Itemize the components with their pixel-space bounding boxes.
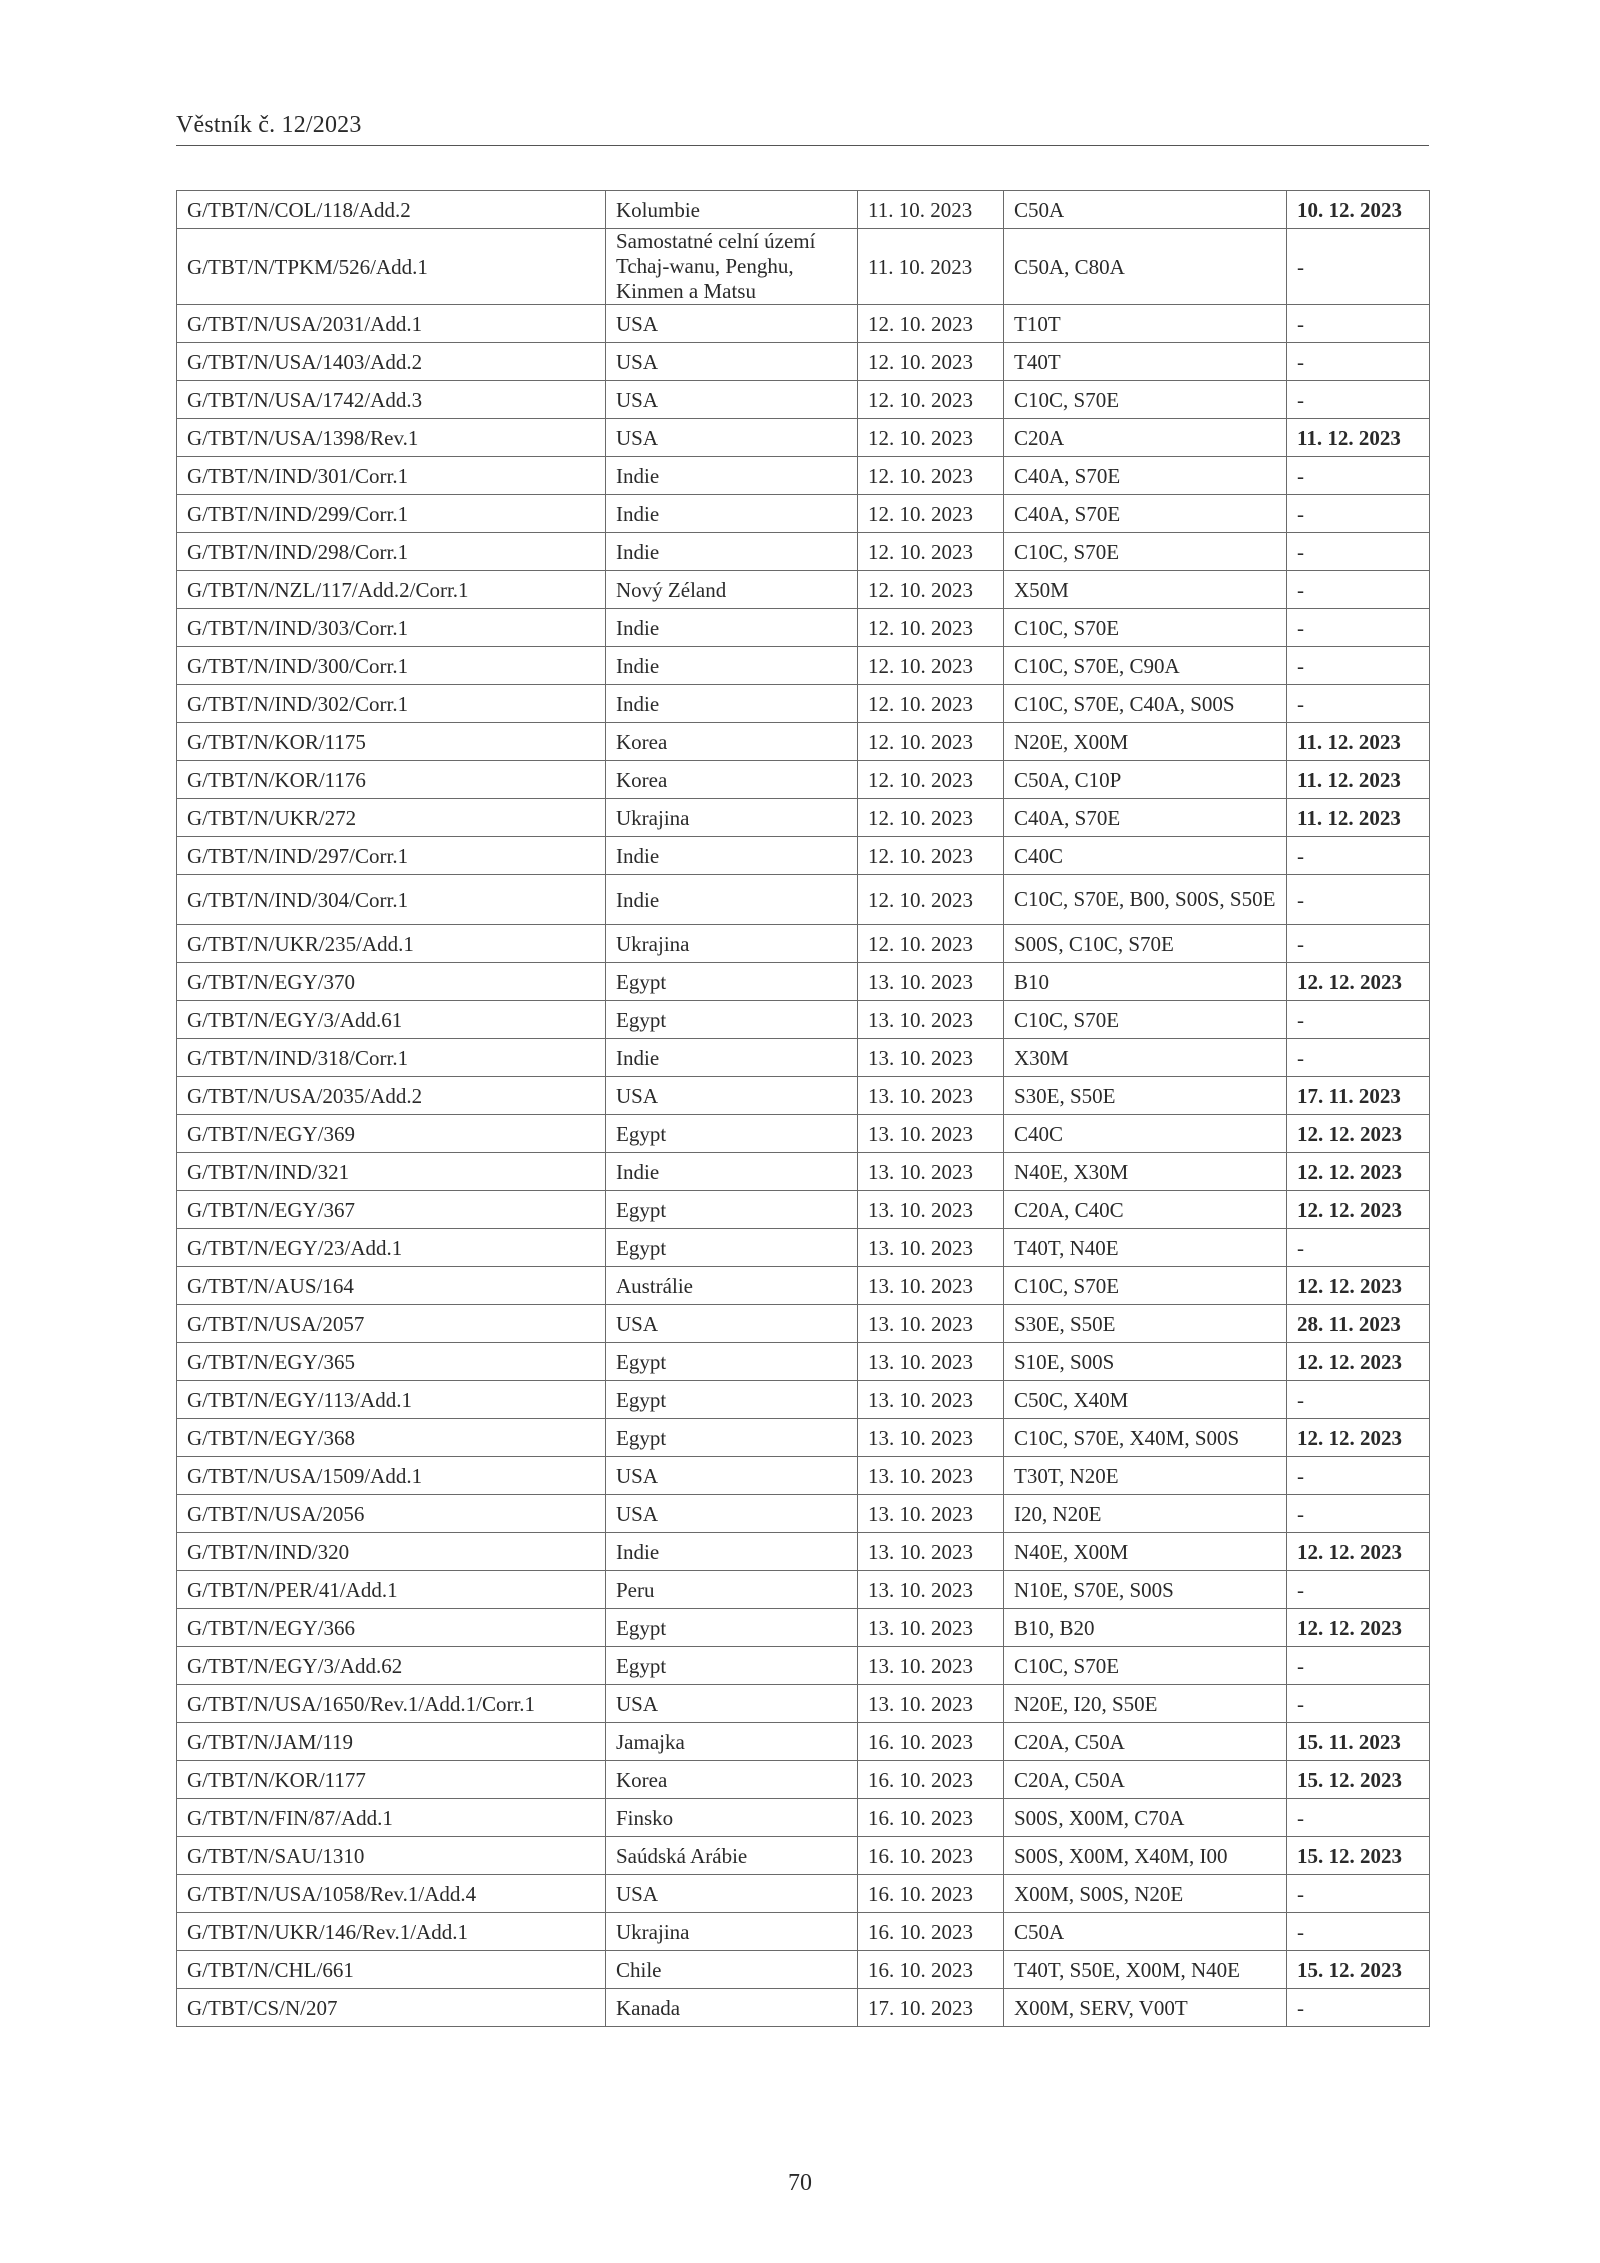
ics-codes-cell: C10C, S70E, C90A [1004,647,1287,685]
table-row [177,1723,1430,1761]
document-id-cell: G/TBT/N/EGY/366 [177,1609,606,1647]
table-row [177,723,1430,761]
document-id-cell: G/TBT/N/USA/1509/Add.1 [177,1457,606,1495]
country-cell: Indie [606,533,858,571]
comment-deadline-cell: 12. 12. 2023 [1287,1419,1430,1457]
document-id-cell: G/TBT/N/NZL/117/Add.2/Corr.1 [177,571,606,609]
document-id-cell: G/TBT/N/UKR/146/Rev.1/Add.1 [177,1913,606,1951]
country-cell: Saúdská Arábie [606,1837,858,1875]
notification-date-cell: 16. 10. 2023 [858,1799,1004,1837]
notification-date-cell: 12. 10. 2023 [858,571,1004,609]
comment-deadline-cell: - [1287,685,1430,723]
country-cell: Ukrajina [606,799,858,837]
table-row [177,1001,1430,1039]
comment-deadline-cell: - [1287,457,1430,495]
table-row [177,685,1430,723]
document-id-cell: G/TBT/N/EGY/369 [177,1115,606,1153]
country-cell: Egypt [606,1381,858,1419]
ics-codes-cell: S00S, X00M, X40M, I00 [1004,1837,1287,1875]
table-row [177,1153,1430,1191]
country-cell: Egypt [606,963,858,1001]
table-row [177,495,1430,533]
table-row [177,381,1430,419]
document-id-cell: G/TBT/N/USA/2056 [177,1495,606,1533]
comment-deadline-cell: - [1287,1989,1430,2027]
notifications-table-body [177,191,1430,2027]
document-id-cell: G/TBT/N/IND/321 [177,1153,606,1191]
comment-deadline-cell: - [1287,305,1430,343]
ics-codes-cell: S10E, S00S [1004,1343,1287,1381]
table-row [177,925,1430,963]
comment-deadline-cell: 15. 12. 2023 [1287,1761,1430,1799]
comment-deadline-cell: 11. 12. 2023 [1287,761,1430,799]
document-id-cell: G/TBT/N/USA/2031/Add.1 [177,305,606,343]
comment-deadline-cell: - [1287,1685,1430,1723]
country-cell: Indie [606,1153,858,1191]
table-row [177,963,1430,1001]
document-id-cell: G/TBT/N/FIN/87/Add.1 [177,1799,606,1837]
notification-date-cell: 13. 10. 2023 [858,1381,1004,1419]
document-id-cell: G/TBT/N/USA/1398/Rev.1 [177,419,606,457]
document-id-cell: G/TBT/N/EGY/23/Add.1 [177,1229,606,1267]
table-row [177,1533,1430,1571]
country-cell: Egypt [606,1001,858,1039]
country-cell: Kolumbie [606,191,858,229]
header-divider [176,145,1429,146]
document-id-cell: G/TBT/N/KOR/1177 [177,1761,606,1799]
comment-deadline-cell: 12. 12. 2023 [1287,963,1430,1001]
document-id-cell: G/TBT/N/UKR/235/Add.1 [177,925,606,963]
table-row [177,1229,1430,1267]
ics-codes-cell: C10C, S70E [1004,1001,1287,1039]
ics-codes-cell: C10C, S70E, C40A, S00S [1004,685,1287,723]
country-cell: Ukrajina [606,925,858,963]
notification-date-cell: 12. 10. 2023 [858,761,1004,799]
document-id-cell: G/TBT/N/IND/298/Corr.1 [177,533,606,571]
notification-date-cell: 11. 10. 2023 [858,229,1004,305]
ics-codes-cell: C10C, S70E [1004,533,1287,571]
ics-codes-cell: C10C, S70E, X40M, S00S [1004,1419,1287,1457]
notification-date-cell: 13. 10. 2023 [858,1343,1004,1381]
ics-codes-cell: C40C [1004,1115,1287,1153]
notification-date-cell: 13. 10. 2023 [858,1533,1004,1571]
document-id-cell: G/TBT/N/USA/2035/Add.2 [177,1077,606,1115]
ics-codes-cell: X00M, SERV, V00T [1004,1989,1287,2027]
notification-date-cell: 13. 10. 2023 [858,1571,1004,1609]
table-row [177,571,1430,609]
document-id-cell: G/TBT/N/IND/297/Corr.1 [177,837,606,875]
notification-date-cell: 13. 10. 2023 [858,1419,1004,1457]
table-row [177,305,1430,343]
ics-codes-cell: N10E, S70E, S00S [1004,1571,1287,1609]
notification-date-cell: 12. 10. 2023 [858,647,1004,685]
document-id-cell: G/TBT/N/EGY/3/Add.61 [177,1001,606,1039]
country-cell: Indie [606,647,858,685]
notification-date-cell: 12. 10. 2023 [858,799,1004,837]
comment-deadline-cell: - [1287,609,1430,647]
comment-deadline-cell: - [1287,1799,1430,1837]
comment-deadline-cell: 11. 12. 2023 [1287,419,1430,457]
comment-deadline-cell: - [1287,1913,1430,1951]
country-cell: USA [606,343,858,381]
document-id-cell: G/TBT/N/SAU/1310 [177,1837,606,1875]
country-cell: Ukrajina [606,1913,858,1951]
comment-deadline-cell: - [1287,837,1430,875]
table-row [177,1761,1430,1799]
ics-codes-cell: C50C, X40M [1004,1381,1287,1419]
document-id-cell: G/TBT/N/EGY/367 [177,1191,606,1229]
country-cell: Nový Zéland [606,571,858,609]
country-cell: Indie [606,685,858,723]
document-id-cell: G/TBT/CS/N/207 [177,1989,606,2027]
document-id-cell: G/TBT/N/USA/1403/Add.2 [177,343,606,381]
ics-codes-cell: X30M [1004,1039,1287,1077]
comment-deadline-cell: 17. 11. 2023 [1287,1077,1430,1115]
ics-codes-cell: S00S, C10C, S70E [1004,925,1287,963]
comment-deadline-cell: - [1287,1571,1430,1609]
table-row [177,1609,1430,1647]
country-cell: Egypt [606,1609,858,1647]
country-cell: USA [606,381,858,419]
ics-codes-cell: C50A [1004,191,1287,229]
comment-deadline-cell: 12. 12. 2023 [1287,1343,1430,1381]
country-cell: Indie [606,457,858,495]
table-row [177,837,1430,875]
country-cell: Kanada [606,1989,858,2027]
comment-deadline-cell: - [1287,647,1430,685]
notification-date-cell: 12. 10. 2023 [858,533,1004,571]
country-cell: Korea [606,723,858,761]
ics-codes-cell: C10C, S70E [1004,1267,1287,1305]
ics-codes-cell: N40E, X30M [1004,1153,1287,1191]
comment-deadline-cell: - [1287,1495,1430,1533]
document-id-cell: G/TBT/N/JAM/119 [177,1723,606,1761]
ics-codes-cell: X00M, S00S, N20E [1004,1875,1287,1913]
table-row [177,1571,1430,1609]
table-row [177,647,1430,685]
table-row [177,1267,1430,1305]
table-row [177,1913,1430,1951]
comment-deadline-cell: - [1287,875,1430,925]
ics-codes-cell: C10C, S70E [1004,609,1287,647]
ics-codes-cell: C50A, C10P [1004,761,1287,799]
comment-deadline-cell: - [1287,571,1430,609]
table-row [177,1647,1430,1685]
comment-deadline-cell: - [1287,533,1430,571]
country-cell: USA [606,1077,858,1115]
notification-date-cell: 13. 10. 2023 [858,1077,1004,1115]
table-row [177,343,1430,381]
comment-deadline-cell: - [1287,229,1430,305]
document-id-cell: G/TBT/N/USA/1058/Rev.1/Add.4 [177,1875,606,1913]
ics-codes-cell: T40T, S50E, X00M, N40E [1004,1951,1287,1989]
table-row [177,1077,1430,1115]
table-row [177,1305,1430,1343]
ics-codes-cell: C50A, C80A [1004,229,1287,305]
country-cell: Peru [606,1571,858,1609]
ics-codes-cell: T40T [1004,343,1287,381]
comment-deadline-cell: 10. 12. 2023 [1287,191,1430,229]
comment-deadline-cell: 12. 12. 2023 [1287,1153,1430,1191]
notifications-table [176,190,1430,2027]
notification-date-cell: 17. 10. 2023 [858,1989,1004,2027]
notification-date-cell: 13. 10. 2023 [858,1039,1004,1077]
ics-codes-cell: C10C, S70E [1004,381,1287,419]
country-cell: USA [606,419,858,457]
country-cell: USA [606,1495,858,1533]
ics-codes-cell: N40E, X00M [1004,1533,1287,1571]
ics-codes-cell: C10C, S70E [1004,1647,1287,1685]
table-row [177,1685,1430,1723]
document-id-cell: G/TBT/N/EGY/365 [177,1343,606,1381]
country-cell: Egypt [606,1191,858,1229]
notification-date-cell: 12. 10. 2023 [858,381,1004,419]
document-id-cell: G/TBT/N/EGY/368 [177,1419,606,1457]
notification-date-cell: 12. 10. 2023 [858,685,1004,723]
country-cell: Chile [606,1951,858,1989]
document-id-cell: G/TBT/N/TPKM/526/Add.1 [177,229,606,305]
table-row [177,229,1430,305]
ics-codes-cell: I20, N20E [1004,1495,1287,1533]
country-cell: Egypt [606,1647,858,1685]
notification-date-cell: 12. 10. 2023 [858,875,1004,925]
country-cell: Austrálie [606,1267,858,1305]
country-cell: USA [606,1685,858,1723]
ics-codes-cell: N20E, X00M [1004,723,1287,761]
notification-date-cell: 12. 10. 2023 [858,457,1004,495]
comment-deadline-cell: 15. 12. 2023 [1287,1837,1430,1875]
country-cell: Indie [606,1039,858,1077]
document-id-cell: G/TBT/N/AUS/164 [177,1267,606,1305]
notification-date-cell: 12. 10. 2023 [858,925,1004,963]
table-row [177,1495,1430,1533]
comment-deadline-cell: 12. 12. 2023 [1287,1191,1430,1229]
country-cell: Indie [606,495,858,533]
comment-deadline-cell: 12. 12. 2023 [1287,1609,1430,1647]
notification-date-cell: 12. 10. 2023 [858,609,1004,647]
notification-date-cell: 13. 10. 2023 [858,1609,1004,1647]
comment-deadline-cell: - [1287,1457,1430,1495]
country-cell: Indie [606,875,858,925]
ics-codes-cell: C50A [1004,1913,1287,1951]
comment-deadline-cell: - [1287,1381,1430,1419]
ics-codes-cell: C40C [1004,837,1287,875]
notification-date-cell: 13. 10. 2023 [858,1305,1004,1343]
country-cell: USA [606,305,858,343]
document-id-cell: G/TBT/N/IND/302/Corr.1 [177,685,606,723]
notification-date-cell: 13. 10. 2023 [858,1267,1004,1305]
country-cell: Egypt [606,1115,858,1153]
country-cell: Korea [606,761,858,799]
notification-date-cell: 12. 10. 2023 [858,837,1004,875]
document-id-cell: G/TBT/N/UKR/272 [177,799,606,837]
notification-date-cell: 13. 10. 2023 [858,1647,1004,1685]
document-id-cell: G/TBT/N/IND/304/Corr.1 [177,875,606,925]
country-cell: Egypt [606,1229,858,1267]
country-cell: Indie [606,1533,858,1571]
document-id-cell: G/TBT/N/IND/299/Corr.1 [177,495,606,533]
notification-date-cell: 12. 10. 2023 [858,343,1004,381]
ics-codes-cell: C20A, C40C [1004,1191,1287,1229]
ics-codes-cell: C20A, C50A [1004,1761,1287,1799]
notification-date-cell: 12. 10. 2023 [858,723,1004,761]
notification-date-cell: 13. 10. 2023 [858,1229,1004,1267]
table-row [177,1039,1430,1077]
comment-deadline-cell: - [1287,1647,1430,1685]
document-id-cell: G/TBT/N/IND/303/Corr.1 [177,609,606,647]
table-row [177,1875,1430,1913]
document-id-cell: G/TBT/N/EGY/113/Add.1 [177,1381,606,1419]
table-row [177,875,1430,925]
document-id-cell: G/TBT/N/USA/1742/Add.3 [177,381,606,419]
table-row [177,799,1430,837]
notification-date-cell: 12. 10. 2023 [858,419,1004,457]
table-row [177,457,1430,495]
comment-deadline-cell: 12. 12. 2023 [1287,1533,1430,1571]
ics-codes-cell: T30T, N20E [1004,1457,1287,1495]
notification-date-cell: 16. 10. 2023 [858,1875,1004,1913]
table-row [177,1989,1430,2027]
table-row [177,609,1430,647]
document-id-cell: G/TBT/N/KOR/1175 [177,723,606,761]
notification-date-cell: 13. 10. 2023 [858,963,1004,1001]
comment-deadline-cell: - [1287,1229,1430,1267]
ics-codes-cell: C20A [1004,419,1287,457]
comment-deadline-cell: 15. 12. 2023 [1287,1951,1430,1989]
table-row [177,1457,1430,1495]
table-row [177,1799,1430,1837]
document-id-cell: G/TBT/N/EGY/370 [177,963,606,1001]
document-id-cell: G/TBT/N/IND/300/Corr.1 [177,647,606,685]
ics-codes-cell: B10 [1004,963,1287,1001]
table-row [177,533,1430,571]
country-cell: USA [606,1305,858,1343]
table-row [177,1419,1430,1457]
table-row [177,419,1430,457]
comment-deadline-cell: 11. 12. 2023 [1287,723,1430,761]
notification-date-cell: 13. 10. 2023 [858,1685,1004,1723]
notification-date-cell: 16. 10. 2023 [858,1913,1004,1951]
ics-codes-cell: X50M [1004,571,1287,609]
table-row [177,191,1430,229]
table-row [177,1191,1430,1229]
document-id-cell: G/TBT/N/PER/41/Add.1 [177,1571,606,1609]
ics-codes-cell: S30E, S50E [1004,1077,1287,1115]
page-number: 70 [788,2170,812,2196]
document-id-cell: G/TBT/N/COL/118/Add.2 [177,191,606,229]
comment-deadline-cell: 28. 11. 2023 [1287,1305,1430,1343]
document-id-cell: G/TBT/N/IND/318/Corr.1 [177,1039,606,1077]
notification-date-cell: 16. 10. 2023 [858,1761,1004,1799]
document-id-cell: G/TBT/N/EGY/3/Add.62 [177,1647,606,1685]
document-id-cell: G/TBT/N/IND/320 [177,1533,606,1571]
country-cell: Egypt [606,1343,858,1381]
table-row [177,1837,1430,1875]
notification-date-cell: 11. 10. 2023 [858,191,1004,229]
page-header-title: Věstník č. 12/2023 [176,112,362,138]
ics-codes-cell: N20E, I20, S50E [1004,1685,1287,1723]
document-id-cell: G/TBT/N/CHL/661 [177,1951,606,1989]
notification-date-cell: 13. 10. 2023 [858,1153,1004,1191]
notification-date-cell: 13. 10. 2023 [858,1115,1004,1153]
country-cell: Samostatné celní území Tchaj-wanu, Penghu, Kinmen a Matsu [606,229,858,305]
notification-date-cell: 13. 10. 2023 [858,1495,1004,1533]
country-cell: Egypt [606,1419,858,1457]
country-cell: USA [606,1875,858,1913]
table-row [177,1381,1430,1419]
document-id-cell: G/TBT/N/USA/2057 [177,1305,606,1343]
country-cell: Finsko [606,1799,858,1837]
comment-deadline-cell: 15. 11. 2023 [1287,1723,1430,1761]
comment-deadline-cell: - [1287,381,1430,419]
ics-codes-cell: C20A, C50A [1004,1723,1287,1761]
comment-deadline-cell: 11. 12. 2023 [1287,799,1430,837]
notification-date-cell: 13. 10. 2023 [858,1191,1004,1229]
notification-date-cell: 13. 10. 2023 [858,1001,1004,1039]
notification-date-cell: 12. 10. 2023 [858,305,1004,343]
ics-codes-cell: C40A, S70E [1004,495,1287,533]
comment-deadline-cell: - [1287,343,1430,381]
table-row [177,1343,1430,1381]
document-id-cell: G/TBT/N/IND/301/Corr.1 [177,457,606,495]
table-row [177,1951,1430,1989]
comment-deadline-cell: - [1287,1039,1430,1077]
table-row [177,761,1430,799]
document-id-cell: G/TBT/N/KOR/1176 [177,761,606,799]
document-id-cell: G/TBT/N/USA/1650/Rev.1/Add.1/Corr.1 [177,1685,606,1723]
country-cell: USA [606,1457,858,1495]
ics-codes-cell: T40T, N40E [1004,1229,1287,1267]
country-cell: Indie [606,609,858,647]
ics-codes-cell: S30E, S50E [1004,1305,1287,1343]
comment-deadline-cell: - [1287,495,1430,533]
comment-deadline-cell: - [1287,1001,1430,1039]
notification-date-cell: 16. 10. 2023 [858,1723,1004,1761]
ics-codes-cell: C40A, S70E [1004,457,1287,495]
notification-date-cell: 16. 10. 2023 [858,1837,1004,1875]
country-cell: Jamajka [606,1723,858,1761]
country-cell: Korea [606,1761,858,1799]
ics-codes-cell: B10, B20 [1004,1609,1287,1647]
country-cell: Indie [606,837,858,875]
comment-deadline-cell: - [1287,925,1430,963]
ics-codes-cell: S00S, X00M, C70A [1004,1799,1287,1837]
comment-deadline-cell: - [1287,1875,1430,1913]
comment-deadline-cell: 12. 12. 2023 [1287,1115,1430,1153]
notification-date-cell: 13. 10. 2023 [858,1457,1004,1495]
comment-deadline-cell: 12. 12. 2023 [1287,1267,1430,1305]
ics-codes-cell: C10C, S70E, B00, S00S, S50E [1004,875,1287,925]
ics-codes-cell: T10T [1004,305,1287,343]
notification-date-cell: 16. 10. 2023 [858,1951,1004,1989]
ics-codes-cell: C40A, S70E [1004,799,1287,837]
notification-date-cell: 12. 10. 2023 [858,495,1004,533]
table-row [177,1115,1430,1153]
